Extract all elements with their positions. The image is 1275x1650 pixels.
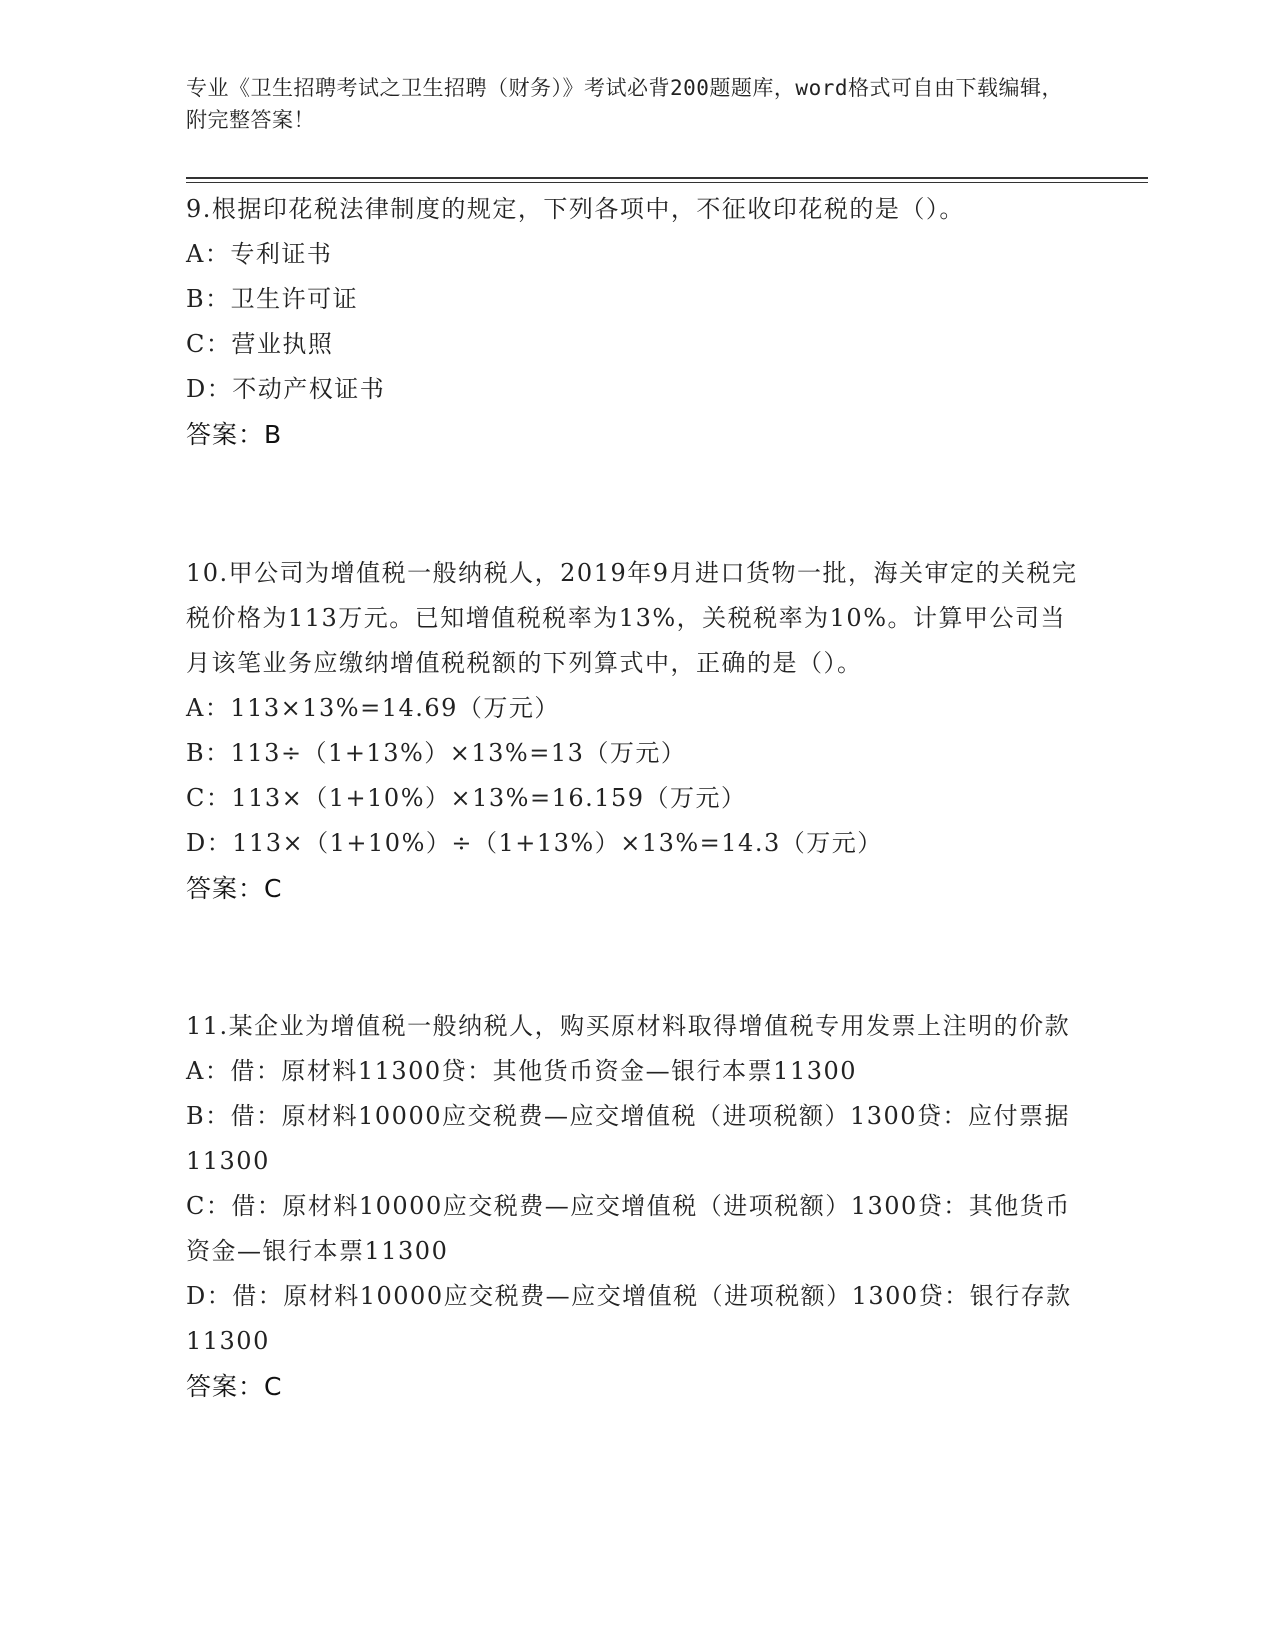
question-9	[186, 187, 1086, 458]
option-c: C：113×（1+10%）×13%=16.159（万元）	[186, 784, 747, 812]
option-c: C：营业执照	[186, 330, 334, 358]
option-d: D：借：原材料10000应交税费—应交增值税（进项税额）1300贷：银行存款11300	[186, 1282, 1072, 1355]
document-intro: 专业《卫生招聘考试之卫生招聘（财务）》考试必背200题题库，word格式可自由下载编辑，附完整答案！	[186, 76, 1063, 132]
option-b: B：113÷（1+13%）×13%=13（万元）	[186, 739, 687, 767]
option-a: A：借：原材料11300贷：其他货币资金—银行本票11300	[186, 1057, 858, 1085]
option-b: B：借：原材料10000应交税费—应交增值税（进项税额）1300贷：应付票据11300	[186, 1102, 1071, 1175]
question-stem: 9.根据印花税法律制度的规定，下列各项中，不征收印花税的是（）。	[186, 195, 965, 223]
option-c: C：借：原材料10000应交税费—应交增值税（进项税额）1300贷：其他货币资金—银行本票11300	[186, 1192, 1071, 1265]
option-b: B：卫生许可证	[186, 285, 359, 313]
answer: 答案：C	[186, 874, 283, 903]
option-d: D：113×（1+10%）÷（1+13%）×13%=14.3（万元）	[186, 829, 883, 857]
header-divider-thin	[186, 182, 1148, 183]
question-stem: 10.甲公司为增值税一般纳税人，2019年9月进口货物一批，海关审定的关税完税价格为113万元。已知增值税税率为13%，关税税率为10%。计算甲公司当月该笔业务应缴纳增值税税额的下列算式中，正确的是（）。	[186, 559, 1078, 677]
question-11	[186, 1004, 1086, 1410]
answer: 答案：C	[186, 1372, 283, 1401]
header-divider	[186, 177, 1148, 179]
question-10	[186, 551, 1086, 912]
option-a: A：113×13%=14.69（万元）	[186, 694, 560, 722]
answer: 答案：B	[186, 420, 283, 449]
option-d: D：不动产权证书	[186, 375, 386, 403]
question-stem: 11.某企业为增值税一般纳税人，购买原材料取得增值税专用发票上注明的价款	[186, 1012, 1071, 1040]
option-a: A：专利证书	[186, 240, 333, 268]
